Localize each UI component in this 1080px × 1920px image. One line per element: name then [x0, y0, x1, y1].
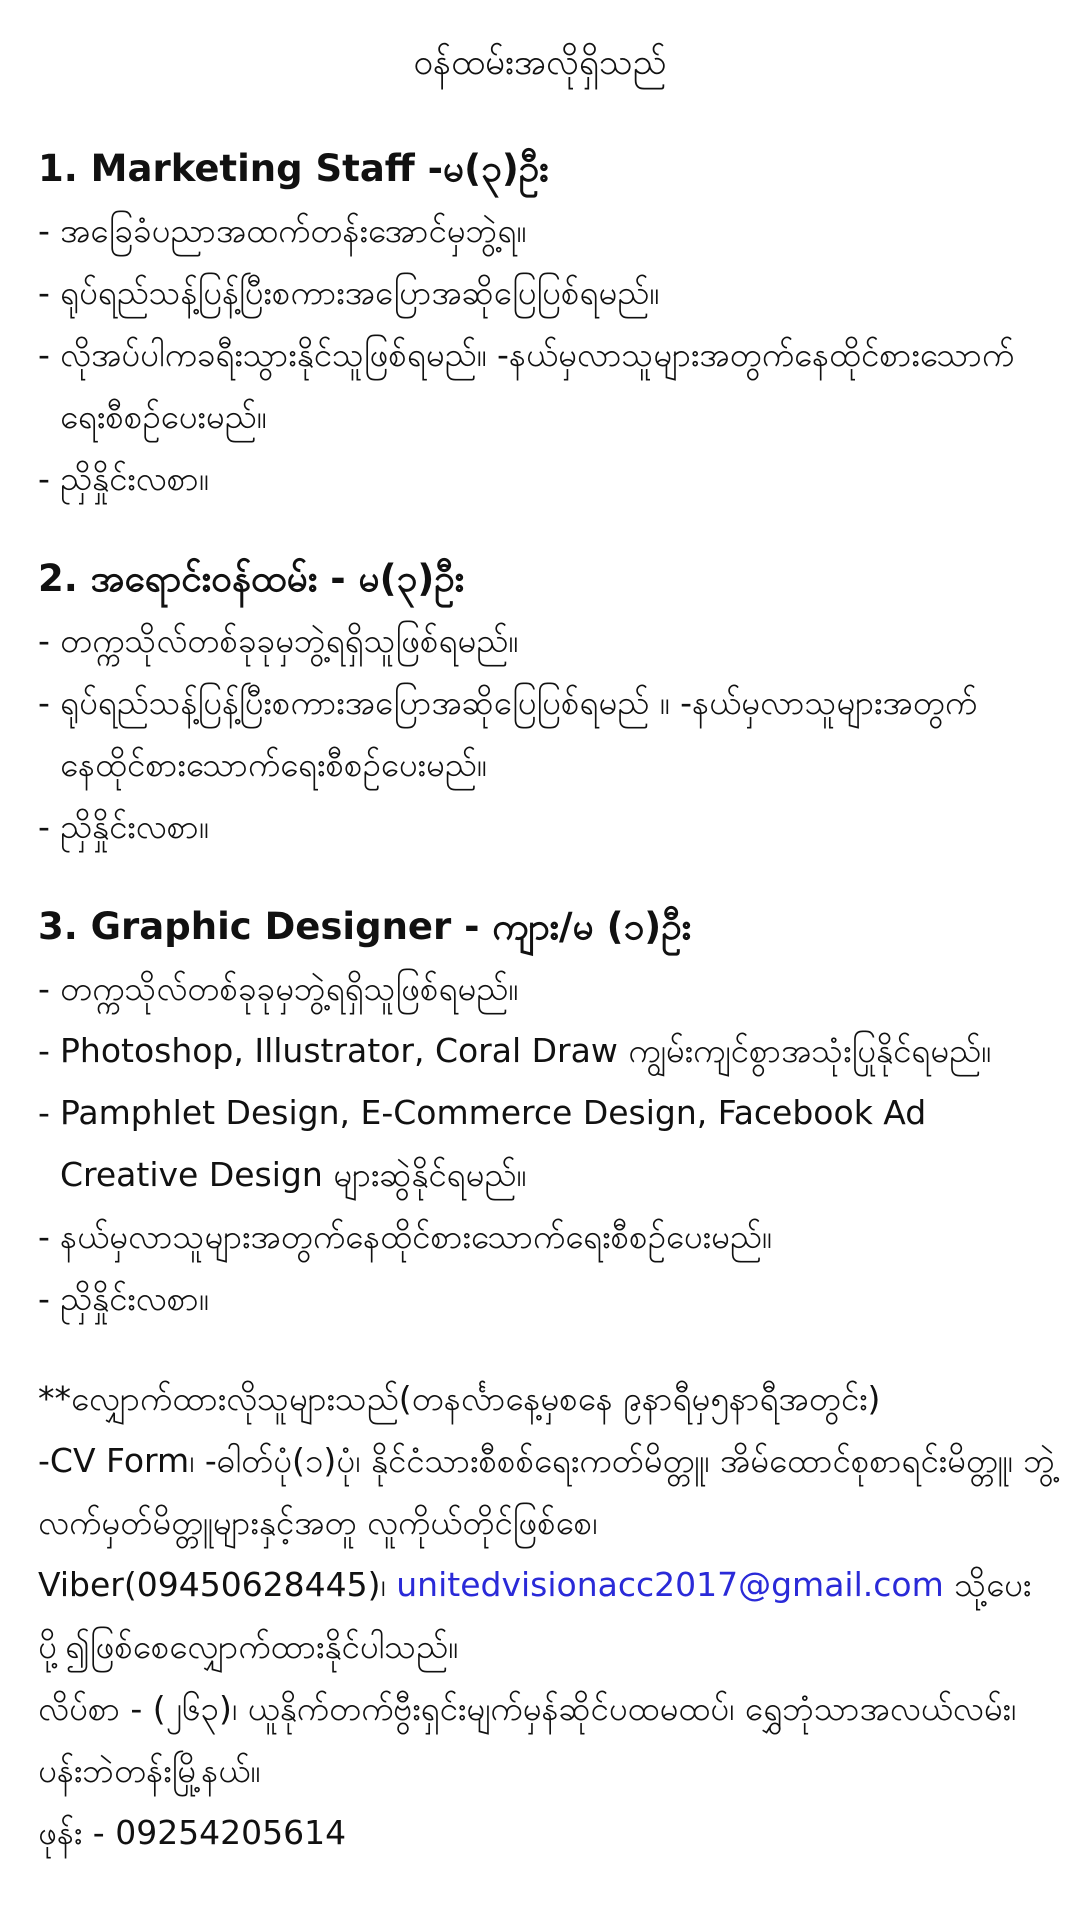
- job-section-sales: [38, 548, 1058, 858]
- bullet-dash: -: [38, 273, 50, 312]
- requirement-text: ရုပ်ရည်သန့်ပြန့်ပြီးစကားအပြောအဆိုပြေပြစ်ရမည် ။ -နယ်မှလာသူများအတွက်နေထိုင်စားသောက်ရေးစီစဉ်ပေးမည်။: [60, 683, 978, 784]
- job-section-graphic-designer: [38, 896, 1058, 1330]
- requirement-list: [38, 610, 1058, 858]
- requirement-text: တက္ကသိုလ်တစ်ခုခုမှဘွဲ့ရရှိသူဖြစ်ရမည်။: [60, 969, 519, 1008]
- requirement-text: နယ်မှလာသူများအတွက်နေထိုင်စားသောက်ရေးစီစဉ်ပေးမည်။: [60, 1217, 772, 1256]
- requirement-item: [38, 1268, 1058, 1330]
- phone-number: ဖုန်း - 09254205614: [38, 1813, 347, 1852]
- requirement-text: တက္ကသိုလ်တစ်ခုခုမှဘွဲ့ရရှိသူဖြစ်ရမည်။: [60, 621, 519, 660]
- bullet-dash: -: [38, 335, 50, 374]
- requirement-text: Pamphlet Design, E-Commerce Design, Facebook Ad Creative Design များဆွဲနိုင်ရမည်။: [60, 1093, 927, 1194]
- requirement-item: [38, 448, 1058, 510]
- requirement-text: ညှိနှိုင်းလစာ။: [60, 807, 209, 846]
- requirement-text: ညှိနှိုင်းလစာ။: [60, 459, 209, 498]
- application-hours: **လျှောက်ထားလိုသူများသည်(တနင်္လာနေ့မှစနေ ၉နာရီမှ၅နာရီအတွင်း): [38, 1379, 881, 1418]
- bullet-dash: -: [38, 211, 50, 250]
- submission-text: သို့ပေးပို့၍ဖြစ်စေလျှောက်ထားနိုင်ပါသည်။: [38, 1565, 1032, 1666]
- page-title: ဝန်ထမ်းအလိုရှိသည်: [413, 43, 667, 83]
- requirement-text: လိုအပ်ပါကခရီးသွားနိုင်သူဖြစ်ရမည်။ -နယ်မှလာသူများအတွက်နေထိုင်စားသောက်ရေးစီစဉ်ပေးမည်။: [60, 335, 1015, 436]
- requirement-item: [38, 958, 1058, 1020]
- job-heading: 3. Graphic Designer - ကျား/မ (၁)ဦး: [38, 905, 692, 948]
- requirement-text: ညှိနှိုင်းလစာ။: [60, 1279, 209, 1318]
- address: လိပ်စာ - (၂၆၃)၊ ယူနိုက်တက်ဗွီးရှင်းမျက်မှန်ဆိုင်ပထမထပ်၊ ရွှေဘုံသာအလယ်လမ်း၊ ပန်းဘဲတန်းမြို့နယ်။: [38, 1689, 1017, 1790]
- bullet-dash: -: [38, 459, 50, 498]
- viber-number: Viber(09450628445)၊: [38, 1565, 386, 1604]
- requirement-item: [38, 1206, 1058, 1268]
- bullet-dash: -: [38, 1031, 50, 1070]
- job-posting: [38, 30, 1058, 1864]
- requirement-item: [38, 610, 1058, 672]
- email-link[interactable]: unitedvisionacc2017@gmail.com: [396, 1565, 944, 1604]
- bullet-dash: -: [38, 1279, 50, 1318]
- job-heading: 2. အရောင်းဝန်ထမ်း - မ(၃)ဦး: [38, 557, 465, 600]
- bullet-dash: -: [38, 969, 50, 1008]
- requirement-text: ရုပ်ရည်သန့်ပြန့်ပြီးစကားအပြောအဆိုပြေပြစ်ရမည်။: [60, 273, 660, 312]
- bullet-dash: -: [38, 1093, 50, 1132]
- requirement-text: Photoshop, Illustrator, Coral Draw ကျွမ်းကျင်စွာအသုံးပြုနိုင်ရမည်။: [60, 1031, 991, 1070]
- bullet-dash: -: [38, 621, 50, 660]
- bullet-dash: -: [38, 1217, 50, 1256]
- requirement-list: [38, 958, 1058, 1330]
- requirement-text: အခြေခံပညာအထက်တန်းအောင်မှဘွဲ့ရ။: [60, 211, 527, 250]
- required-documents: -CV Form၊ -ဓါတ်ပုံ(၁)ပုံ၊ နိုင်ငံသားစီစစ်ရေးကတ်မိတ္တူ၊ အိမ်ထောင်စုစာရင်းမိတ္တူ၊ ဘွဲ့လက်မှတ်မိတ္တူများနှင့်အတူ လူကိုယ်တိုင်ဖြစ်စေ၊: [38, 1441, 1056, 1542]
- requirement-item: [38, 1020, 1058, 1082]
- requirement-item: [38, 796, 1058, 858]
- requirement-item: [38, 672, 1058, 796]
- job-heading: 1. Marketing Staff -မ(၃)ဦး: [38, 147, 549, 190]
- requirement-item: [38, 262, 1058, 324]
- requirement-item: [38, 200, 1058, 262]
- requirement-item: [38, 1082, 1058, 1206]
- requirement-list: [38, 200, 1058, 510]
- bullet-dash: -: [38, 807, 50, 846]
- job-section-marketing: [38, 138, 1058, 510]
- application-note: [38, 1368, 1058, 1864]
- requirement-item: [38, 324, 1058, 448]
- contact-line: [38, 1554, 1058, 1678]
- bullet-dash: -: [38, 683, 50, 722]
